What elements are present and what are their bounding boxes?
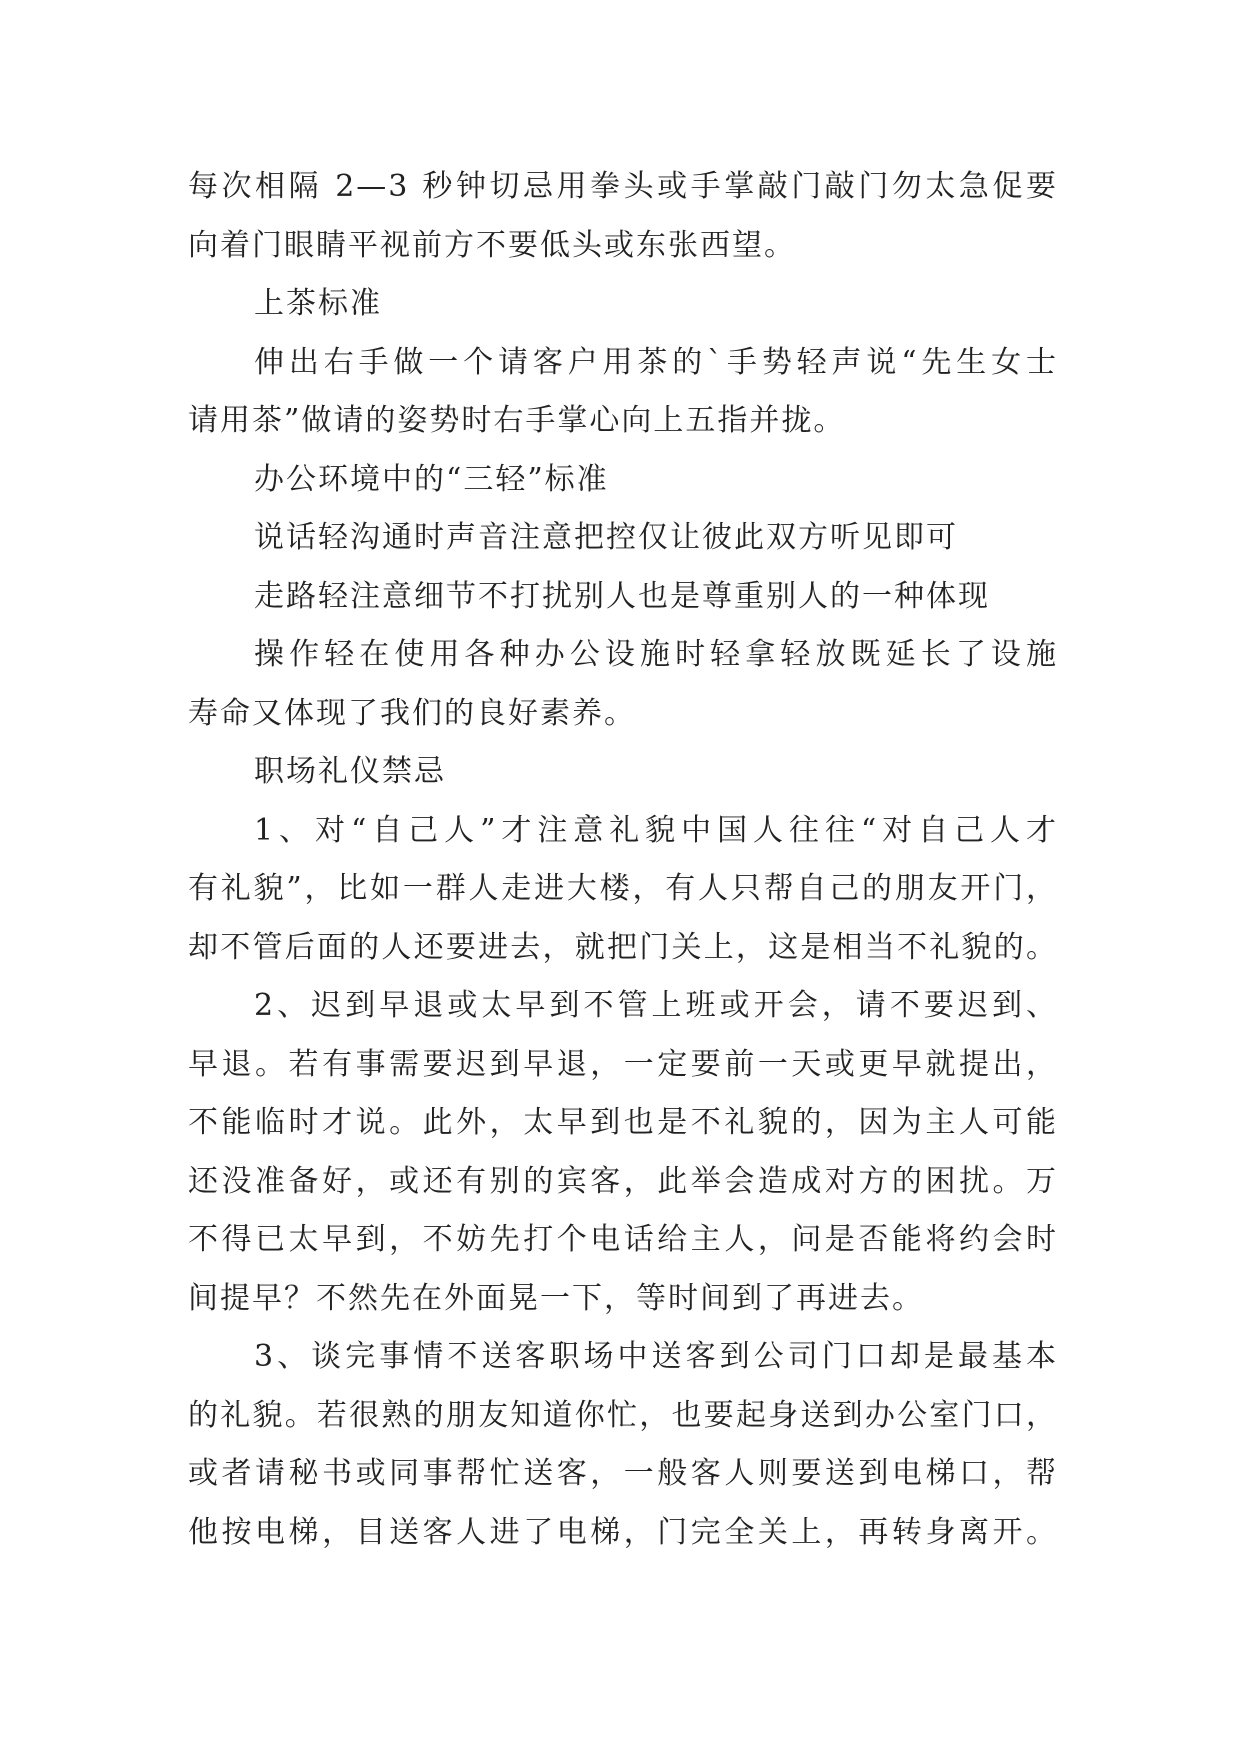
text-line: 2、迟到早退或太早到不管上班或开会，请不要迟到、	[254, 988, 1058, 1023]
section-heading: 职场礼仪禁忌	[254, 754, 446, 789]
text-line: 走路轻注意细节不打扰别人也是尊重别人的一种体现	[254, 578, 990, 614]
text-line: 或者请秘书或同事帮忙送客，一般客人则要送到电梯口，帮	[188, 1456, 1058, 1491]
text-line: 的礼貌。若很熟的朋友知道你忙，也要起身送到办公室门口，	[188, 1397, 1058, 1433]
text-line: 伸出右手做一个请客户用茶的`手势轻声说“先生女士	[254, 344, 1058, 380]
section-heading: 办公环境中的“三轻”标准	[254, 461, 609, 497]
text-line: 寿命又体现了我们的良好素养。	[188, 695, 636, 731]
text-line: 不能临时才说。此外，太早到也是不礼貌的，因为主人可能	[188, 1105, 1058, 1140]
section-heading: 上茶标准	[254, 286, 382, 321]
text-line: 说话轻沟通时声音注意把控仅让彼此双方听见即可	[254, 520, 958, 555]
text-line: 有礼貌”，比如一群人走进大楼，有人只帮自己的朋友开门，	[188, 871, 1058, 906]
text-line: 3、谈完事情不送客职场中送客到公司门口却是最基本	[254, 1339, 1058, 1374]
text-line: 每次相隔 2—3 秒钟切忌用拳头或手掌敲门敲门勿太急促要	[188, 169, 1058, 204]
document-body	[188, 158, 1058, 1562]
text-line: 操作轻在使用各种办公设施时轻拿轻放既延长了设施	[254, 637, 1058, 672]
text-line: 早退。若有事需要迟到早退，一定要前一天或更早就提出，	[188, 1046, 1058, 1082]
text-line: 请用茶”做请的姿势时右手掌心向上五指并拢。	[188, 403, 846, 438]
text-line: 间提早？不然先在外面晃一下，等时间到了再进去。	[188, 1280, 924, 1316]
text-line: 还没准备好，或还有别的宾客，此举会造成对方的困扰。万	[188, 1163, 1058, 1199]
text-line: 他按电梯，目送客人进了电梯，门完全关上，再转身离开。	[188, 1514, 1058, 1550]
text-line: 不得已太早到，不妨先打个电话给主人，问是否能将约会时	[188, 1222, 1058, 1257]
text-line: 却不管后面的人还要进去，就把门关上，这是相当不礼貌的。	[188, 929, 1058, 965]
text-line: 向着门眼睛平视前方不要低头或东张西望。	[188, 227, 796, 263]
text-line: 1、对“自己人”才注意礼貌中国人往往“对自己人才	[254, 812, 1058, 848]
